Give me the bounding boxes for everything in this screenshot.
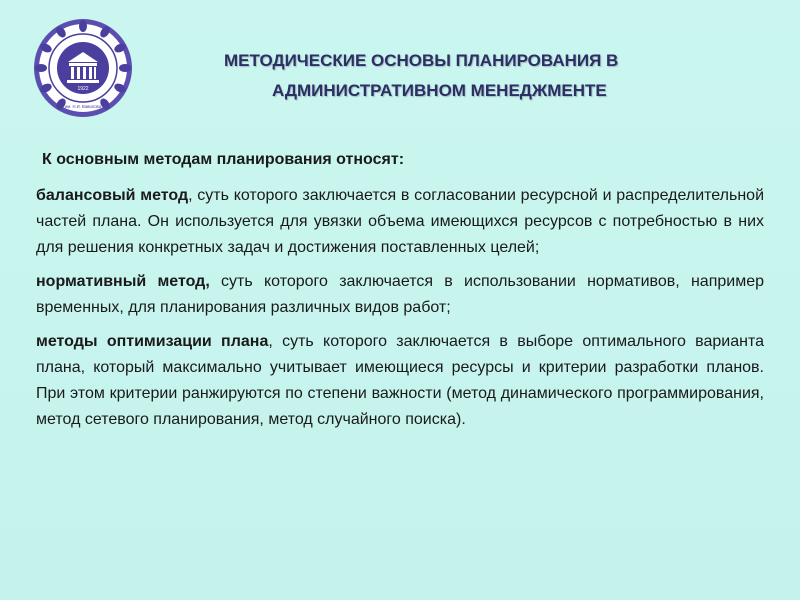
slide-body <box>36 147 764 441</box>
method-optimization-term: методы оптимизации плана <box>36 333 269 350</box>
intro-text: К основным методам планирования относят: <box>42 151 405 168</box>
method-balance-term: балансовый метод <box>36 187 189 204</box>
slide-title <box>190 46 730 106</box>
method-normative-term: нормативный метод, <box>36 273 210 290</box>
method-normative <box>36 269 764 321</box>
slide-title-line1: МЕТОДИЧЕСКИЕ ОСНОВЫ ПЛАНИРОВАНИЯ В <box>224 51 619 70</box>
method-optimization <box>36 329 764 433</box>
method-balance <box>36 183 764 261</box>
method-normative-text: суть которого заключается в использовании нормативов, например временных, для планирования различных видов работ; <box>36 273 765 316</box>
slide-title-line2: АДМИНИСТРАТИВНОМ МЕНЕДЖМЕНТЕ <box>272 81 607 100</box>
method-balance-text: , суть которого заключается в согласовании ресурсной и распределительной частей плана. Он используется для увязки объема имеющихся ресурсов с потребностью в них для решения конкретных задач и достижения поставленных целей; <box>36 187 765 256</box>
logo-caption: им. Н.И. Вавилова <box>64 104 102 109</box>
method-optimization-text: , суть которого заключается в выборе оптимального варианта плана, который максимально учитывает имеющиеся ресурсы и критерии разработки планов. При этом критерии ранжируются по степени важности (метод динамического программирования, метод сетевого планирования, метод случайного поиска). <box>36 333 765 428</box>
logo-year: 1922 <box>77 86 89 92</box>
university-logo <box>33 18 133 118</box>
